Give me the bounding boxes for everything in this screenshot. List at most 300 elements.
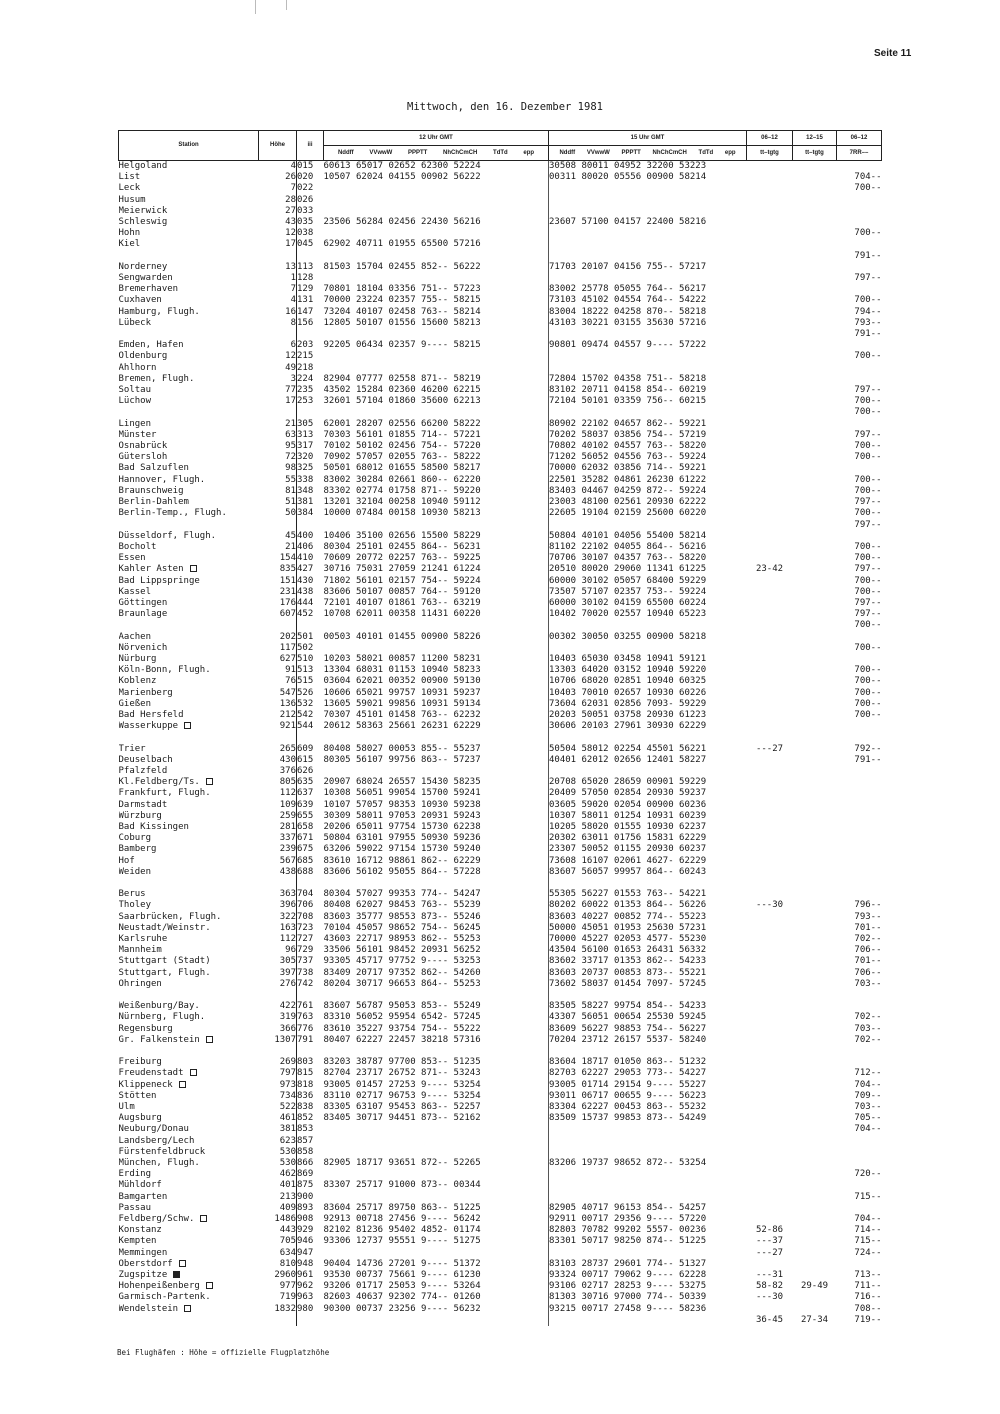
extra-value-2: [793, 441, 837, 452]
station-row: [119, 1147, 882, 1158]
extra-value-3: 703--: [854, 978, 882, 989]
extra-value-2: [793, 1102, 837, 1113]
station-row: [119, 385, 882, 396]
station-name: Karlsruhe: [118, 933, 168, 944]
obs-12-group: 73204 40107 02458 763-- 58214: [324, 307, 549, 318]
extra-value-2: [793, 1035, 837, 1046]
altitude: 202: [259, 632, 297, 643]
station-id: 875: [297, 1180, 314, 1191]
station-name: Memmingen: [118, 1247, 168, 1258]
extra-value-1: [747, 452, 793, 463]
station-name: List: [118, 172, 141, 183]
mountain-station-icon: [184, 722, 191, 729]
station-name: Gütersloh: [118, 452, 168, 463]
station-id: 609: [297, 743, 314, 754]
station-row: [119, 374, 882, 385]
altitude: 55: [259, 475, 297, 486]
extra-value-1: [747, 889, 793, 900]
extra-value-2: [793, 766, 837, 777]
extra-value-1: [747, 755, 793, 766]
obs-12-group: 82603 40637 92302 774-- 01260: [324, 1292, 549, 1303]
mountain-station-icon: [206, 1036, 213, 1043]
obs-12-group: 62902 40711 01955 65500 57216: [324, 239, 549, 250]
obs-15-group: [549, 1046, 747, 1057]
extra-value-2: [793, 755, 837, 766]
station-row: [119, 1180, 882, 1191]
station-row: [119, 788, 882, 799]
obs-15-group: [549, 1147, 747, 1158]
obs-12-group: 83603 35777 98553 873-- 55246: [324, 912, 549, 923]
extra-value-2: [793, 587, 837, 598]
extra-value-2: [793, 1169, 837, 1180]
extra-value-1: [747, 800, 793, 811]
extra-value-1: [747, 934, 793, 945]
obs-12-group: 10606 65021 99757 10931 59237: [324, 688, 549, 699]
station-id: 147: [297, 306, 314, 317]
extra-value-1: [747, 1259, 793, 1270]
station-id: 452: [297, 609, 314, 620]
altitude: 607: [259, 609, 297, 620]
station-row: [119, 262, 882, 273]
extra-value-1: 52-86: [755, 1225, 784, 1236]
obs-12-group: 80408 62027 98453 763-- 55239: [324, 900, 549, 911]
extra-value-3: [837, 867, 882, 878]
station-row: [119, 475, 882, 486]
obs-15-group: 72804 15702 04358 751-- 58218: [549, 373, 707, 384]
station-row: [119, 564, 882, 575]
station-name: Stuttgart, Flugh.: [118, 967, 211, 978]
station-row: [119, 956, 882, 967]
station-row: [119, 1281, 882, 1292]
station-row: [119, 1225, 882, 1236]
extra-value-2: [793, 912, 837, 923]
obs-12-group: 82905 18717 93651 872-- 52265: [324, 1158, 549, 1169]
station-id: 637: [297, 788, 314, 799]
station-row: [119, 822, 882, 833]
station-id: 671: [297, 833, 314, 844]
obs-12-group: 13605 59021 99856 10931 59134: [324, 699, 549, 710]
station-name: Mühldorf: [118, 1180, 162, 1191]
altitude: 49: [259, 363, 297, 374]
extra-value-1: [747, 1192, 793, 1203]
extra-value-1: [747, 1124, 793, 1135]
extra-value-2: [793, 396, 837, 407]
altitude: 376: [259, 766, 297, 777]
altitude: 151: [259, 576, 297, 587]
station-name: Augsburg: [118, 1113, 162, 1124]
extra-value-3: [837, 654, 882, 665]
obs-15-group: [549, 183, 747, 194]
extra-value-1: [747, 1024, 793, 1035]
obs-15-group: 83301 50717 98250 874-- 51225: [549, 1236, 707, 1247]
extra-subheader-3: 7RR––: [837, 146, 882, 161]
station-row: [119, 307, 882, 318]
station-name: Ulm: [118, 1102, 135, 1112]
obs-12-group: 80204 30717 96653 864-- 55253: [324, 979, 549, 990]
extra-value-2: [793, 945, 837, 956]
obs-15-group: 43103 30221 03155 35630 57216: [549, 317, 707, 328]
extra-value-2: [793, 239, 837, 250]
obs-15-group: 23003 48100 02561 20930 62222: [549, 497, 707, 508]
station-name: Braunlage: [118, 609, 168, 620]
station-row: [119, 1113, 882, 1124]
extra-value-1: [747, 407, 793, 418]
station-row: [119, 699, 882, 710]
extra-value-1: [747, 632, 793, 643]
extra-value-3: 700--: [854, 620, 882, 631]
obs-15-group: 50804 40101 04056 55400 58214: [549, 530, 707, 541]
extra-value-1: 23-42: [755, 564, 784, 575]
station-row: [119, 1292, 882, 1303]
extra-value-1: ---27: [755, 1247, 784, 1258]
altitude: 337: [259, 833, 297, 844]
station-id: 961: [297, 1270, 314, 1281]
station-id: 427: [297, 564, 314, 575]
altitude: 259: [259, 811, 297, 822]
mountain-station-icon: [190, 565, 197, 572]
obs-15-group: [549, 195, 747, 206]
obs-12-group: 83405 30717 94451 873-- 52162: [324, 1113, 549, 1124]
station-name: Oldenburg: [118, 351, 168, 362]
station-id: 761: [297, 1001, 314, 1012]
obs-12-group: 20907 68024 26557 15430 58235: [324, 777, 549, 788]
extra-value-1: [747, 766, 793, 777]
extra-value-2: [793, 956, 837, 967]
station-name: Fürstenfeldbruck: [118, 1146, 206, 1157]
altitude: 462: [259, 1169, 297, 1180]
report-date: Mittwoch, den 16. Dezember 1981: [407, 101, 603, 113]
station-id: [297, 520, 324, 531]
station-id: 215: [297, 351, 314, 362]
station-row: [119, 609, 882, 620]
station-row: [119, 396, 882, 407]
station-name: Trier: [118, 743, 146, 754]
station-row: [119, 228, 882, 239]
altitude: 43: [259, 217, 297, 228]
extra-value-1: [747, 1113, 793, 1124]
station-row: [119, 1001, 882, 1012]
extra-value-2: [793, 1270, 837, 1281]
spacer-row: [119, 1046, 882, 1057]
extra-value-3: 703--: [854, 1102, 882, 1112]
obs-15-group: 83607 56057 99957 864-- 60243: [549, 866, 707, 877]
station-name: Kl.Feldberg/Ts.: [119, 777, 259, 788]
station-name: Weiden: [118, 866, 152, 877]
altitude: 322: [259, 912, 297, 923]
station-id: 908: [297, 1214, 314, 1225]
extra-value-3: [837, 1046, 882, 1057]
extra-value-3: 700--: [854, 407, 882, 418]
obs-12-group: 70102 50102 02456 754-- 57220: [324, 441, 549, 452]
extra-value-1: [747, 475, 793, 486]
obs-12-group: 90404 14736 27201 9---- 51372: [324, 1259, 549, 1270]
station-id: 532: [297, 698, 314, 709]
extra-value-2: [793, 934, 837, 945]
extra-value-3: 708--: [854, 1303, 882, 1314]
station-name: Stötten: [118, 1090, 157, 1101]
obs-12-group: [324, 363, 549, 374]
station-id: 381: [297, 497, 314, 508]
extra-value-2: [793, 407, 837, 418]
station-name: Frankfurt, Flugh.: [118, 788, 211, 799]
altitude: [259, 732, 297, 743]
extra-value-2: [793, 172, 837, 183]
altitude: 276: [259, 979, 297, 990]
extra-value-3: 700--: [854, 687, 882, 698]
obs-15-group: 92911 00717 29356 9---- 57220: [549, 1214, 707, 1225]
extra-value-3: 704--: [854, 172, 882, 183]
extra-value-1: [747, 497, 793, 508]
extra-value-3: [837, 721, 882, 732]
altitude: 381: [259, 1124, 297, 1135]
station-rows: [119, 161, 882, 1327]
extra-value-3: [837, 844, 882, 855]
station-id: 727: [297, 933, 314, 944]
extra-value-2: [793, 340, 837, 351]
altitude: 2960: [259, 1270, 297, 1281]
station-id: [297, 1315, 324, 1326]
obs-12-group: 10406 35100 02656 15500 58229: [324, 531, 549, 542]
extra-value-3: [837, 1158, 882, 1169]
station-name: Bad Salzuflen: [118, 463, 189, 474]
obs-12-group: 20206 65011 97754 15730 62238: [324, 822, 549, 833]
extra-value-3: 700--: [854, 676, 882, 687]
obs-12-group: 93005 01457 27253 9---- 53254: [324, 1080, 549, 1091]
extra-value-3: [837, 531, 882, 542]
extra-value-1: [747, 956, 793, 967]
extra-value-3: 704--: [854, 1214, 882, 1225]
extra-value-3: 704--: [854, 1124, 882, 1135]
extra-value-2: [793, 576, 837, 587]
station-name: Berlin-Temp., Flugh.: [118, 508, 227, 519]
extra-value-2: [793, 385, 837, 396]
station-name: Braunschweig: [118, 485, 184, 496]
extra-value-3: 705--: [854, 1113, 882, 1124]
obs-12-group: 10507 62024 04155 00902 56222: [324, 172, 549, 183]
station-name: Deuselbach: [118, 754, 173, 765]
extra-value-2: [793, 643, 837, 654]
station-id: 815: [297, 1068, 314, 1079]
obs-12-group: 30716 75031 27059 21241 61224: [324, 564, 549, 575]
station-name: Tholey: [118, 900, 152, 911]
extra-value-2: [793, 744, 837, 755]
altitude: 176: [259, 598, 297, 609]
altitude: 810: [259, 1259, 297, 1270]
altitude: 1307: [259, 1035, 297, 1046]
extra-value-2: [793, 699, 837, 710]
station-name: Bremen, Flugh.: [118, 373, 195, 384]
obs-15-group: 82905 40717 96153 854-- 54257: [549, 1202, 707, 1213]
obs-15-group: 73604 62031 02856 7093- 59229: [549, 698, 707, 709]
altitude: 51: [259, 497, 297, 508]
station-name: Mannheim: [118, 945, 162, 956]
obs-15-group: 82703 62227 29053 773-- 54227: [549, 1068, 707, 1079]
station-name: Würzburg: [118, 810, 162, 821]
extra-value-3: [837, 833, 882, 844]
obs-15-group: 93324 00717 79062 9---- 62228: [549, 1270, 707, 1281]
extra-value-1: [747, 1147, 793, 1158]
extra-value-3: [837, 878, 882, 889]
obs-15-group: 10403 70010 02657 10930 60226: [549, 687, 707, 698]
station-row: [119, 844, 882, 855]
station-row: [119, 542, 882, 553]
obs-15-group: [549, 1124, 747, 1135]
obs-12-group: [324, 195, 549, 206]
obs-15-group: [549, 620, 747, 631]
obs-15-group: 71703 20107 04156 755-- 57217: [549, 261, 707, 272]
station-row: [119, 1169, 882, 1180]
obs-15-group: 60000 30102 05057 68400 59229: [549, 575, 707, 586]
mountain-station-icon: [206, 1282, 213, 1289]
extra-value-2: [793, 923, 837, 934]
obs-12-group: 81503 15704 02455 852-- 56222: [324, 262, 549, 273]
extra-value-1: [747, 878, 793, 889]
obs-12-group: [324, 228, 549, 239]
extra-value-2: [793, 508, 837, 519]
altitude-header: Höhe: [259, 131, 297, 161]
extra-value-3: 797--: [854, 273, 882, 284]
station-name: Kahler Asten: [119, 564, 259, 575]
spacer-row: [119, 990, 882, 1001]
station-id: 685: [297, 855, 314, 866]
altitude: 95: [259, 441, 297, 452]
station-id: [297, 1046, 324, 1057]
extra-value-2: [793, 1024, 837, 1035]
obs-15-group: 73103 45102 04554 764-- 54222: [549, 295, 707, 306]
station-name: München, Flugh.: [118, 1158, 200, 1169]
obs-12-group: [324, 183, 549, 194]
station-row: [119, 811, 882, 822]
extra-value-2: [793, 183, 837, 194]
extra-value-2: [793, 609, 837, 620]
obs-12-group: 63206 59022 97154 15730 59240: [324, 844, 549, 855]
station-id: 542: [297, 709, 314, 720]
extra-value-1: [747, 1091, 793, 1102]
extra-value-3: 797--: [854, 519, 882, 530]
altitude: 805: [259, 777, 297, 788]
obs-12-group: 70303 56101 01855 714-- 57221: [324, 430, 549, 441]
obs-12-group: 71802 56101 02157 754-- 59224: [324, 576, 549, 587]
extra-value-1: [747, 833, 793, 844]
altitude: 973: [259, 1080, 297, 1091]
obs-15-group: [549, 1248, 747, 1259]
extra-value-1: [747, 195, 793, 206]
altitude: 281: [259, 822, 297, 833]
extra-value-3: [837, 1001, 882, 1012]
extra-value-3: 793--: [854, 911, 882, 922]
extra-value-3: 700--: [854, 586, 882, 597]
station-row: [119, 1080, 882, 1091]
station-id: 502: [297, 642, 314, 653]
spacer-row: [119, 407, 882, 418]
extra-value-2: [793, 856, 837, 867]
extra-value-1: [747, 228, 793, 239]
extra-value-3: [837, 800, 882, 811]
station-row: [119, 1304, 882, 1315]
station-name: [119, 329, 259, 340]
altitude: 409: [259, 1203, 297, 1214]
obs-12-group: [324, 407, 549, 418]
station-name: Neustadt/Weinstr.: [118, 922, 211, 933]
obs-12-group: 50804 63101 97955 50930 59236: [324, 833, 549, 844]
station-id: 128: [297, 273, 314, 284]
extra-value-2: [793, 452, 837, 463]
extra-value-2: [793, 979, 837, 990]
mountain-station-icon: [179, 1260, 186, 1267]
station-name: Landsberg/Lech: [118, 1135, 195, 1146]
extra-value-3: 791--: [854, 754, 882, 765]
extra-value-1: [747, 912, 793, 923]
extra-value-3: [837, 161, 882, 173]
obs-12-group: 32601 57104 01860 35600 62213: [324, 396, 549, 407]
station-id: 852: [297, 1113, 314, 1124]
extra-value-1: [747, 251, 793, 262]
obs-12-group: 70609 20772 02257 763-- 59225: [324, 553, 549, 564]
station-row: [119, 766, 882, 777]
extra-value-3: 792--: [854, 743, 882, 754]
station-id: 131: [297, 295, 314, 306]
obs-12-group: 83305 63107 95453 863-- 52257: [324, 1102, 549, 1113]
extra-value-3: 797--: [854, 497, 882, 508]
station-id: 338: [297, 474, 314, 485]
station-name: Hamburg, Flugh.: [118, 306, 200, 317]
extra-value-2: [793, 990, 837, 1001]
extra-value-2: [793, 419, 837, 430]
obs-12-group: 30309 58011 97053 20931 59243: [324, 811, 549, 822]
extra-value-3: 700--: [854, 575, 882, 586]
station-name: Konstanz: [118, 1225, 162, 1236]
obs-15-group: [549, 643, 747, 654]
extra-value-1: [747, 217, 793, 228]
station-name: [119, 251, 259, 262]
altitude: 634: [259, 1248, 297, 1259]
obs-15-group: [549, 990, 747, 1001]
obs-12-group: 92205 06434 02357 9---- 58215: [324, 340, 549, 351]
obs-12-group: 43502 15284 02360 46200 62215: [324, 385, 549, 396]
obs-15-group: 30606 20103 27961 30930 62229: [549, 721, 707, 732]
extra-value-3: [837, 374, 882, 385]
extra-value-2: [793, 520, 837, 531]
obs-12-group: 10203 58021 00857 11200 58231: [324, 654, 549, 665]
extra-value-3: 706--: [854, 945, 882, 956]
altitude: 21: [259, 419, 297, 430]
mountain-station-icon: [184, 1305, 191, 1312]
extra-value-1: [747, 172, 793, 183]
obs-15-group: 23607 57100 04157 22400 58216: [549, 217, 707, 228]
station-row: [119, 912, 882, 923]
station-id: 706: [297, 900, 314, 911]
altitude: 366: [259, 1024, 297, 1035]
obs-12-group: 60613 65017 02652 62300 52224: [324, 161, 549, 173]
obs-15-group: 50504 58012 02254 45501 56221: [549, 743, 707, 754]
obs-15-group: 40401 62012 02656 12401 58227: [549, 754, 707, 765]
extra-value-2: [793, 1225, 837, 1236]
station-id: 501: [297, 631, 314, 642]
station-id: 544: [297, 721, 314, 732]
extra-value-1: [747, 923, 793, 934]
extra-value-1: [747, 811, 793, 822]
altitude: [259, 620, 297, 631]
extra-value-3: 793--: [854, 317, 882, 328]
extra-value-1: [747, 239, 793, 250]
station-header: Station: [119, 131, 259, 161]
station-name: Bremerhaven: [118, 284, 179, 295]
station-row: [119, 206, 882, 217]
altitude: [259, 990, 297, 1001]
extra-value-1: [747, 732, 793, 743]
obs-12-columns: Nddff VVwwW PPPTT NhChCmCH TdTd epp: [324, 146, 549, 161]
obs-15-group: [549, 251, 747, 262]
